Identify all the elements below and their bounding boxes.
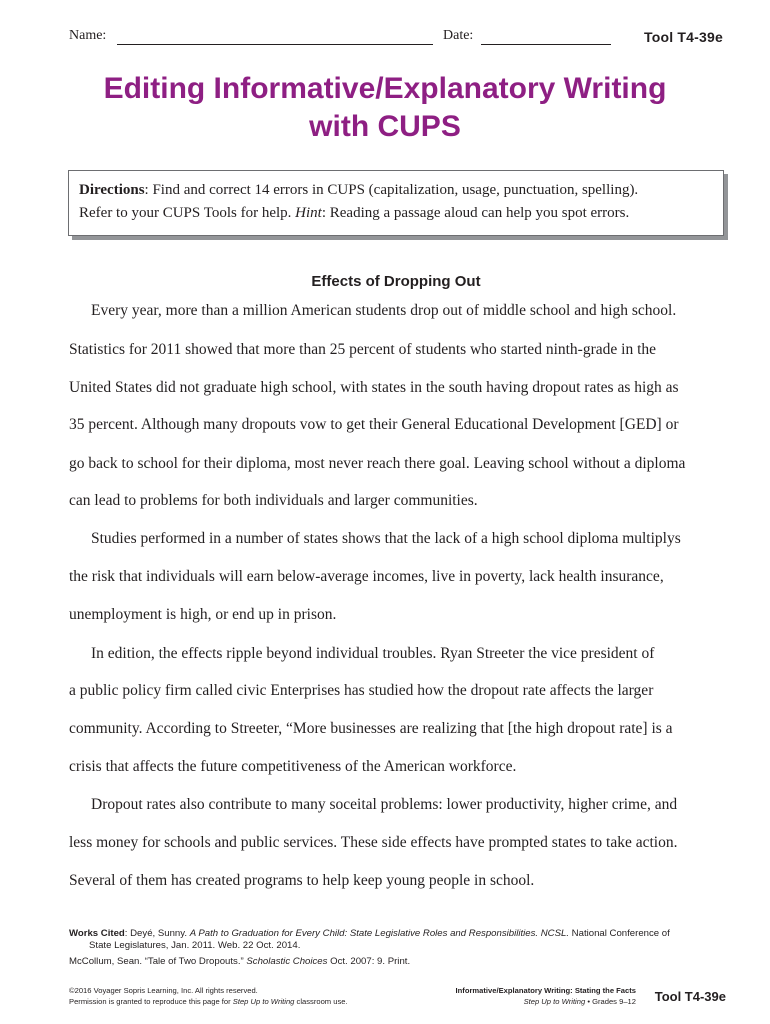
passage-line: unemployment is high, or end up in prison. bbox=[69, 606, 337, 623]
title-line-1: Editing Informative/Explanatory Writing bbox=[103, 72, 667, 105]
permission-book: Step Up to Writing bbox=[232, 997, 295, 1006]
works-cited-label: Works Cited bbox=[69, 928, 125, 939]
footer-copyright bbox=[69, 985, 429, 1007]
title-line-2: with CUPS bbox=[309, 110, 461, 143]
page-title bbox=[40, 70, 730, 146]
tool-tag: Tool T4-39e bbox=[644, 29, 723, 45]
hint-label: Hint bbox=[295, 205, 322, 221]
passage-line: crisis that affects the future competitiveness of the American workforce. bbox=[69, 758, 517, 775]
footer-tool-tag: Tool T4-39e bbox=[654, 989, 726, 1004]
passage-line: a public policy firm called civic Enterprises has studied how the dropout rate affects the larger bbox=[69, 682, 654, 699]
passage-line: 35 percent. Although many dropouts vow to get their General Educational Development [GED] or bbox=[69, 416, 679, 433]
passage-heading: Effects of Dropping Out bbox=[311, 273, 481, 290]
directions-label: Directions bbox=[79, 182, 145, 198]
works-cited-entry-2 bbox=[69, 956, 729, 968]
name-label: Name: bbox=[69, 28, 107, 43]
name-field-line[interactable] bbox=[117, 44, 433, 45]
directions-text-2a: Refer to your CUPS Tools for help. bbox=[79, 205, 296, 221]
passage-line: United States did not graduate high school, with states in the south having dropout rates as high as bbox=[69, 379, 679, 396]
passage-line: less money for schools and public services. These side effects have prompted states to take action. bbox=[69, 834, 678, 851]
works-cited-entry-1 bbox=[69, 928, 729, 952]
directions-line-1 bbox=[79, 179, 713, 202]
passage-line: can lead to problems for both individuals and larger communities. bbox=[69, 492, 478, 509]
footer-grades: • Grades 9–12 bbox=[585, 997, 636, 1006]
passage-line: the risk that individuals will earn below-average incomes, live in poverty, lack health insurance, bbox=[69, 568, 664, 585]
footer-series bbox=[420, 985, 636, 1007]
passage-line: Every year, more than a million American students drop out of middle school and high school. bbox=[91, 302, 677, 319]
passage-line: Several of them has created programs to help keep young people in school. bbox=[69, 872, 535, 889]
passage-line: Statistics for 2011 showed that more than 25 percent of students who started ninth-grade in the bbox=[69, 341, 657, 358]
directions-box bbox=[68, 170, 724, 236]
passage-line: Dropout rates also contribute to many soceital problems: lower productivity, higher crime, and bbox=[91, 796, 678, 813]
directions-text-1: : Find and correct 14 errors in CUPS (capitalization, usage, punctuation, spelling). bbox=[144, 182, 639, 198]
copyright-text: ©2016 Voyager Sopris Learning, Inc. All rights reserved. bbox=[69, 986, 258, 995]
works-cited-rest-1: National Conference of bbox=[569, 928, 670, 939]
passage-line: In edition, the effects ripple beyond individual troubles. Ryan Streeter the vice president of bbox=[91, 645, 655, 662]
directions-text-2b: : Reading a passage aloud can help you spot errors. bbox=[321, 205, 630, 221]
works-cited-rest-2: Oct. 2007: 9. Print. bbox=[327, 956, 411, 967]
works-cited-title-1: A Path to Graduation for Every Child: State Legislative Roles and Responsibilities. NCSL. bbox=[189, 928, 570, 939]
footer-series-title: Informative/Explanatory Writing: Stating the Facts bbox=[455, 986, 636, 995]
directions-line-2 bbox=[79, 202, 713, 225]
works-cited-author-1: : Deyé, Sunny. bbox=[124, 928, 190, 939]
passage-line: community. According to Streeter, “More businesses are realizing that [the high dropout rate] is a bbox=[69, 720, 673, 737]
date-field-line[interactable] bbox=[481, 44, 611, 45]
passage-line: go back to school for their diploma, most never reach there goal. Leaving school without a diploma bbox=[69, 455, 686, 472]
permission-b: classroom use. bbox=[294, 997, 348, 1006]
works-cited-author-2: McCollum, Sean. “Tale of Two Dropouts.” bbox=[69, 956, 247, 967]
header-row bbox=[69, 28, 729, 48]
permission-a: Permission is granted to reproduce this page for bbox=[69, 997, 233, 1006]
works-cited-source-2: Scholastic Choices bbox=[246, 956, 328, 967]
date-label: Date: bbox=[443, 28, 474, 43]
passage-line: Studies performed in a number of states shows that the lack of a high school diploma multiplys bbox=[91, 530, 681, 547]
footer-book: Step Up to Writing bbox=[523, 997, 586, 1006]
works-cited-entry-1-line-2: State Legislatures, Jan. 2011. Web. 22 Oct. 2014. bbox=[89, 940, 301, 951]
permission-text bbox=[69, 996, 429, 1007]
